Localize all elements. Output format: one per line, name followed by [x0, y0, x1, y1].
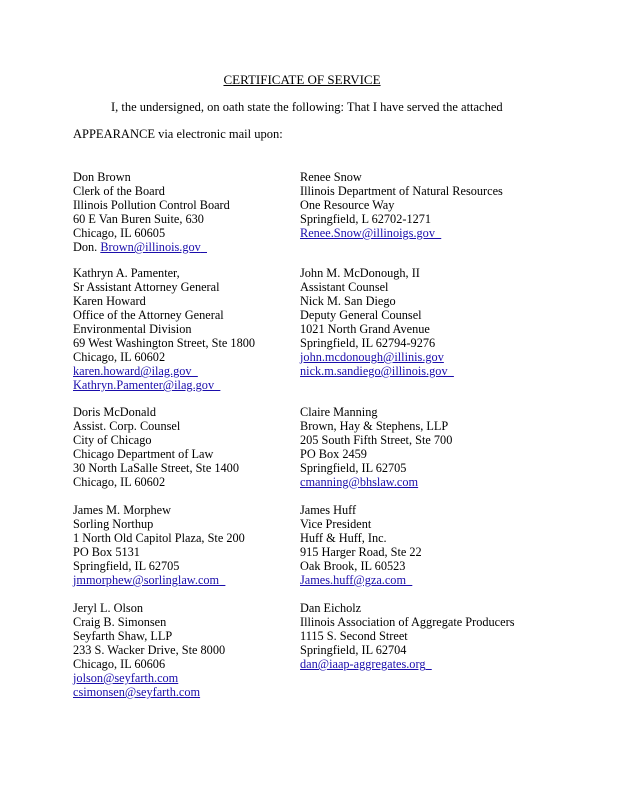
recipient-name: Jeryl L. Olson [73, 601, 144, 615]
email-line [300, 364, 454, 378]
recipient-line: Chicago, IL 60606 [73, 657, 166, 671]
email-line [73, 671, 225, 685]
email-prefix: Don. [73, 240, 101, 254]
email-line [73, 685, 225, 699]
recipient-name: Claire Manning [300, 405, 378, 419]
email-link[interactable]: nick.m.sandiego@illinois.gov [300, 364, 448, 378]
recipient-name: John M. McDonough, II [300, 266, 420, 280]
email-line [300, 573, 422, 587]
recipient-block [73, 405, 239, 489]
recipient-line: 60 E Van Buren Suite, 630 [73, 212, 204, 226]
email-line [300, 475, 452, 489]
recipient-line: Sorling Northup [73, 517, 154, 531]
recipient-line: Springfield, IL 62705 [300, 461, 407, 475]
recipient-name: Renee Snow [300, 170, 362, 184]
recipient-line: Chicago Department of Law [73, 447, 214, 461]
recipient-line: 1 North Old Capitol Plaza, Ste 200 [73, 531, 245, 545]
recipient-line: 915 Harger Road, Ste 22 [300, 545, 422, 559]
recipient-block [300, 405, 452, 489]
recipient-line: Assist. Corp. Counsel [73, 419, 181, 433]
recipient-line: Deputy General Counsel [300, 308, 422, 322]
recipient-line: Chicago, IL 60602 [73, 350, 166, 364]
email-link[interactable]: dan@iaap-aggregates.org [300, 657, 426, 671]
recipient-line: Office of the Attorney General [73, 308, 224, 322]
email-line [73, 240, 230, 254]
recipient-line: Environmental Division [73, 322, 192, 336]
recipient-line: PO Box 2459 [300, 447, 367, 461]
recipient-line: Assistant Counsel [300, 280, 389, 294]
email-link[interactable]: jolson@seyfarth.com [73, 671, 179, 685]
recipient-line: PO Box 5131 [73, 545, 140, 559]
recipient-block [300, 170, 503, 240]
recipient-name: James Huff [300, 503, 357, 517]
recipient-line: 233 S. Wacker Drive, Ste 8000 [73, 643, 226, 657]
recipient-name: Kathryn A. Pamenter, [73, 266, 180, 280]
recipient-line: 69 West Washington Street, Ste 1800 [73, 336, 256, 350]
recipient-line: One Resource Way [300, 198, 395, 212]
recipient-line: Illinois Pollution Control Board [73, 198, 230, 212]
email-line [300, 657, 514, 671]
recipient-line: Craig B. Simonsen [73, 615, 167, 629]
email-line [73, 378, 255, 392]
email-link[interactable]: Renee.Snow@illinoigs.gov [300, 226, 435, 240]
recipient-block [300, 503, 422, 587]
recipient-line: Illinois Department of Natural Resources [300, 184, 503, 198]
recipient-line: Chicago, IL 60602 [73, 475, 166, 489]
email-line [300, 350, 454, 364]
recipient-block [73, 503, 245, 587]
recipient-line: Springfield, IL 62705 [73, 559, 180, 573]
recipient-name: Dan Eicholz [300, 601, 362, 615]
email-link[interactable]: cmanning@bhslaw.com [300, 475, 419, 489]
recipient-block [73, 601, 225, 699]
email-link[interactable]: James.huff@gza.com [300, 573, 407, 587]
recipient-line: Brown, Hay & Stephens, LLP [300, 419, 449, 433]
recipient-block [73, 170, 230, 254]
email-link[interactable]: Kathryn.Pamenter@ilag.gov [73, 378, 215, 392]
email-link[interactable]: karen.howard@ilag.gov [73, 364, 192, 378]
recipient-line: Nick M. San Diego [300, 294, 396, 308]
recipient-block [300, 266, 454, 378]
intro-line-1: I, the undersigned, on oath state the following: That I have served the attached [111, 100, 503, 114]
email-link[interactable]: jmmorphew@sorlinglaw.com [73, 573, 220, 587]
email-link[interactable]: csimonsen@seyfarth.com [73, 685, 201, 699]
recipient-line: Illinois Association of Aggregate Producers [300, 615, 515, 629]
document-title: CERTIFICATE OF SERVICE [223, 72, 381, 87]
recipient-name: Doris McDonald [73, 405, 156, 419]
recipient-block [73, 266, 255, 392]
recipient-line: Chicago, IL 60605 [73, 226, 166, 240]
recipient-line: Springfield, L 62702-1271 [300, 212, 432, 226]
recipient-line: City of Chicago [73, 433, 152, 447]
email-link[interactable]: john.mcdonough@illinis.gov [300, 350, 444, 364]
recipient-line: Sr Assistant Attorney General [73, 280, 220, 294]
recipient-line: Huff & Huff, Inc. [300, 531, 387, 545]
recipient-line: Karen Howard [73, 294, 146, 308]
recipient-line: 30 North LaSalle Street, Ste 1400 [73, 461, 239, 475]
recipient-name: James M. Morphew [73, 503, 172, 517]
recipient-line: 1021 North Grand Avenue [300, 322, 430, 336]
email-line [73, 573, 245, 587]
recipient-name: Don Brown [73, 170, 131, 184]
recipient-line: 205 South Fifth Street, Ste 700 [300, 433, 453, 447]
recipient-block [300, 601, 514, 671]
recipient-line: Springfield, IL 62704 [300, 643, 407, 657]
intro-line-2: APPEARANCE via electronic mail upon: [73, 127, 283, 141]
recipient-line: Vice President [300, 517, 372, 531]
email-line [300, 226, 503, 240]
recipient-line: Clerk of the Board [73, 184, 165, 198]
recipient-line: 1115 S. Second Street [300, 629, 408, 643]
recipient-line: Oak Brook, IL 60523 [300, 559, 406, 573]
email-line [73, 364, 255, 378]
recipient-line: Seyfarth Shaw, LLP [73, 629, 173, 643]
recipient-line: Springfield, IL 62794-9276 [300, 336, 436, 350]
email-link[interactable]: Brown@illinois.gov [100, 240, 201, 254]
